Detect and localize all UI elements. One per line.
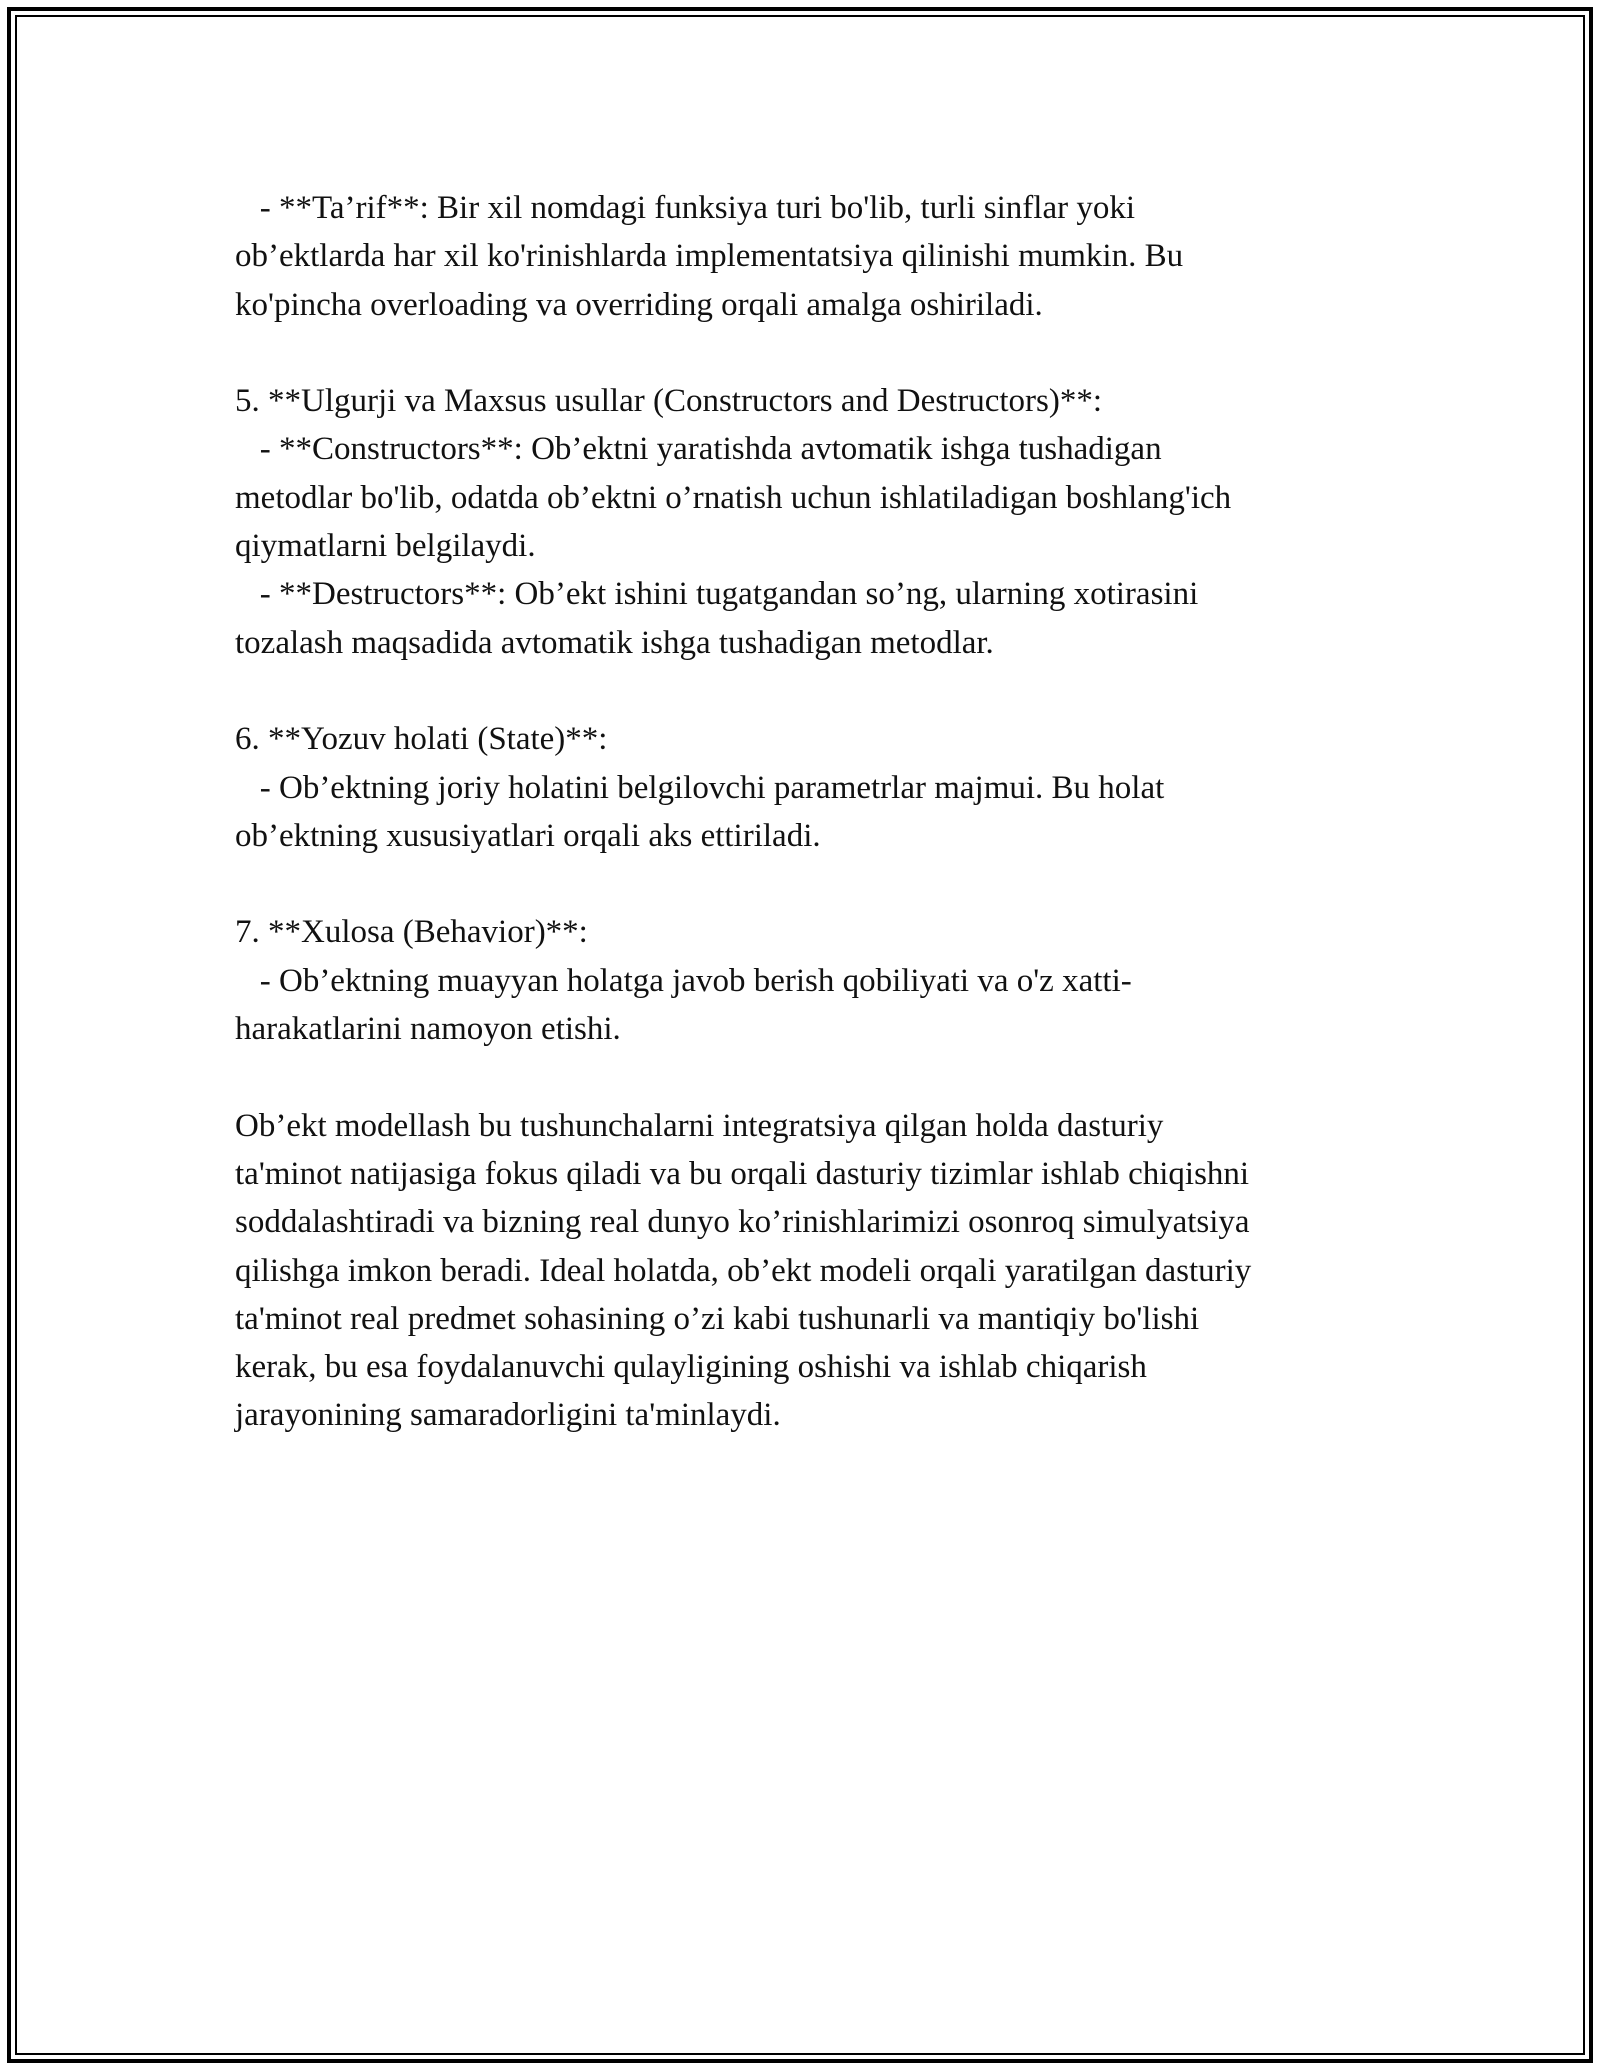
text-line: qilishga imkon beradi. Ideal holatda, ob’ekt modeli orqali yaratilgan dasturiy: [235, 1252, 1252, 1289]
text-line: ob’ektning xususiyatlari orqali aks ettiriladi.: [235, 817, 821, 854]
text-line: qiymatlarni belgilaydi.: [235, 528, 536, 565]
text-line: ta'minot natijasiga fokus qiladi va bu orqali dasturiy tizimlar ishlab chiqishni: [235, 1155, 1250, 1192]
polymorphism-definition: [235, 184, 1375, 329]
text-line: harakatlarini namoyon etishi.: [235, 1011, 621, 1048]
text-line: - **Constructors**: Ob’ektni yaratishda avtomatik ishga tushadigan: [235, 431, 1162, 468]
section-5-constructors-destructors: [235, 377, 1375, 667]
text-line: - **Destructors**: Ob’ekt ishini tugatgandan so’ng, ularning xotirasini: [235, 576, 1199, 613]
text-line: tozalash maqsadida avtomatik ishga tushadigan metodlar.: [235, 624, 994, 661]
text-line: - **Ta’rif**: Bir xil nomdagi funksiya turi bo'lib, turli sinflar yoki: [235, 190, 1136, 226]
text-line: jarayonining samaradorligini ta'minlaydi.: [235, 1397, 781, 1434]
paragraph-gap: [235, 667, 1375, 715]
paragraph-gap: [235, 329, 1375, 377]
text-line: - Ob’ektning muayyan holatga javob berish qobiliyati va o'z xatti-: [235, 962, 1132, 999]
text-line: - Ob’ektning joriy holatini belgilovchi parametrlar majmui. Bu holat: [235, 769, 1165, 806]
section-heading: 5. **Ulgurji va Maxsus usullar (Constructors and Destructors)**:: [235, 383, 1103, 420]
section-heading: 7. **Xulosa (Behavior)**:: [235, 914, 588, 951]
paragraph-gap: [235, 860, 1375, 908]
section-heading: 6. **Yozuv holati (State)**:: [235, 721, 608, 758]
text-line: metodlar bo'lib, odatda ob’ektni o’rnatish uchun ishlatiladigan boshlang'ich: [235, 479, 1232, 516]
text-line: ob’ektlarda har xil ko'rinishlarda implementatsiya qilinishi mumkin. Bu: [235, 238, 1184, 275]
text-line: Ob’ekt modellash bu tushunchalarni integratsiya qilgan holda dasturiy: [235, 1107, 1164, 1144]
text-line: ko'pincha overloading va overriding orqali amalga oshiriladi.: [235, 286, 1043, 323]
section-7-behavior: [235, 908, 1375, 1053]
conclusion-paragraph: [235, 1102, 1375, 1440]
text-line: kerak, bu esa foydalanuvchi qulayligining oshishi va ishlab chiqarish: [235, 1349, 1147, 1386]
text-line: soddalashtiradi va bizning real dunyo ko’rinishlarimizi osonroq simulyatsiya: [235, 1204, 1250, 1241]
text-line: ta'minot real predmet sohasining o’zi kabi tushunarli va mantiqiy bo'lishi: [235, 1300, 1200, 1337]
document-body: [235, 184, 1375, 1440]
paragraph-gap: [235, 1053, 1375, 1101]
section-6-state: [235, 715, 1375, 860]
